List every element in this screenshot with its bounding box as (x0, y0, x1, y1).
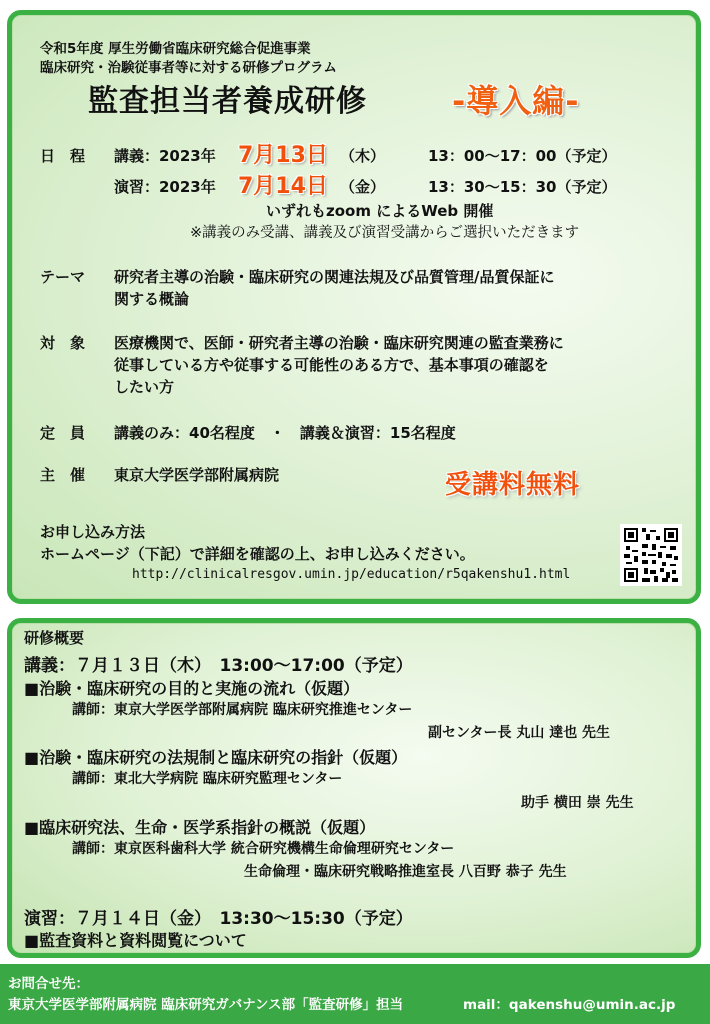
practice-date: 7月14日 (238, 174, 328, 199)
session-title: ■臨床研究法、生命・医学系指針の概説（仮題） (24, 818, 376, 837)
page-subtitle: -導入編- (452, 82, 580, 120)
overview-lecture-date: 講義：７月１３日（木） 13:00～17:00（予定） (24, 656, 413, 676)
target-label: 対 象 (40, 334, 86, 352)
overview-practice-date: 演習：７月１４日（金） 13:30～15:30（予定） (24, 909, 413, 929)
capacity-value: 講義のみ：40名程度 ・ 講義＆演習：15名程度 (114, 424, 456, 442)
speaker-name: 助手 横田 崇 先生 (521, 795, 634, 811)
lecture-date: 7月13日 (238, 143, 328, 168)
speaker-org: 講師：東京医科歯科大学 統合研究機構生命倫理研究センター (72, 841, 455, 857)
online-note: いずれもzoom によるWeb 開催 (266, 202, 494, 220)
capacity-label: 定 員 (40, 424, 86, 442)
lecture-prefix: 講義：2023年 (114, 147, 216, 165)
contact-footer (0, 964, 710, 1024)
practice-time: 13：30～15：30（予定） (428, 178, 617, 196)
lecture-day: （木） (340, 147, 386, 165)
contact-label: お問合せ先： (8, 976, 89, 992)
theme-line1: 研究者主導の治験・臨床研究の関連法規及び品質管理/品質保証に (114, 268, 555, 286)
host-label: 主 催 (40, 466, 86, 484)
session-title: ■治験・臨床研究の目的と実施の流れ（仮題） (24, 679, 360, 698)
speaker-org: 講師：東北大学病院 臨床研究監理センター (72, 771, 343, 787)
host-value: 東京大学医学部附属病院 (114, 466, 280, 484)
free-badge: 受講料無料 (445, 470, 581, 500)
page-title: 監査担当者養成研修 (88, 84, 367, 119)
practice-day: （金） (340, 178, 386, 196)
apply-text: ホームページ（下記）で詳細を確認の上、お申し込みください。 (40, 545, 475, 563)
target-line2: 従事している方や従事する可能性のある方で、基本事項の確認を (114, 356, 549, 374)
schedule-label: 日 程 (40, 147, 86, 165)
contact-org: 東京大学医学部附属病院 臨床研究ガバナンス部「監査研修」担当 (8, 997, 404, 1013)
theme-line2: 関する概論 (114, 290, 190, 308)
program-org-line1: 令和5年度 厚生労働省臨床研究総合促進事業 (40, 41, 311, 57)
selection-note: ※講義のみ受講、講義及び演習受講からご選択いただきます (190, 225, 580, 241)
target-line3: したい方 (114, 378, 175, 396)
session-title: ■治験・臨床研究の法規制と臨床研究の指針（仮題） (24, 748, 408, 767)
lecture-time: 13：00～17：00（予定） (428, 147, 617, 165)
practice-prefix: 演習：2023年 (114, 178, 216, 196)
qr-code-icon (620, 524, 682, 586)
apply-heading: お申し込み方法 (40, 523, 146, 541)
speaker-name: 生命倫理・臨床研究戦略推進室長 八百野 恭子 先生 (244, 864, 567, 880)
apply-url-link[interactable]: http://clinicalresgov.umin.jp/education/r5qakenshu1.html (132, 567, 571, 582)
contact-mail-link[interactable]: mail：qakenshu@umin.ac.jp (463, 997, 676, 1013)
target-line1: 医療機関で、医師・研究者主導の治験・臨床研究関連の監査業務に (114, 334, 564, 352)
speaker-org: 講師：東京大学医学部附属病院 臨床研究推進センター (72, 702, 413, 718)
practice-item: ■監査資料と資料閲覧について (24, 931, 247, 950)
program-org-line2: 臨床研究・治験従事者等に対する研修プログラム (40, 60, 337, 76)
theme-label: テーマ (40, 268, 86, 286)
speaker-name: 副センター長 丸山 達也 先生 (428, 725, 611, 741)
overview-heading: 研修概要 (24, 629, 85, 647)
